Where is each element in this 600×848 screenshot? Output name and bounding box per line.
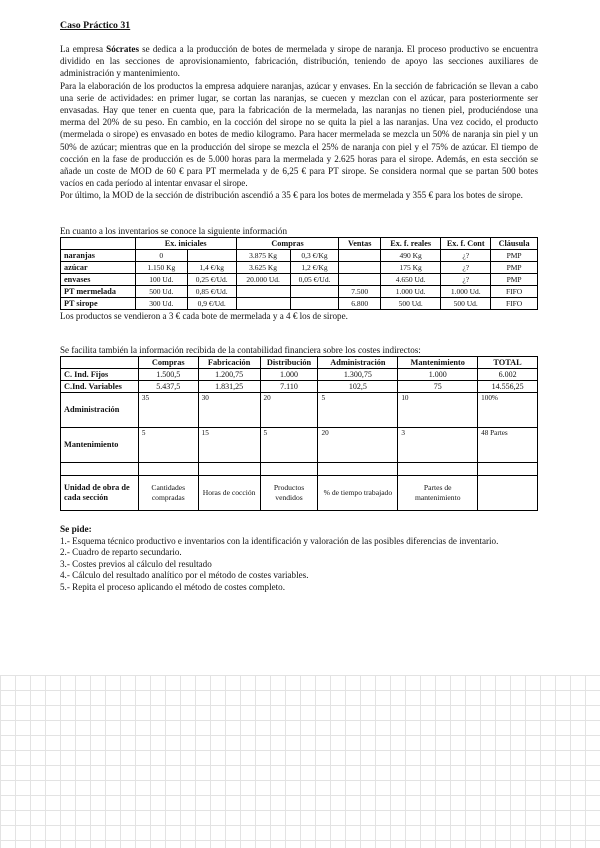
cell: 20 <box>318 427 398 462</box>
cell: 175 Kg <box>381 261 441 273</box>
table-row <box>61 273 538 285</box>
header-cell <box>61 237 136 249</box>
list-item: 5.- Repita el proceso aplicando el método de costes completo. <box>60 582 285 593</box>
se-pide-heading: Se pide: <box>60 524 92 535</box>
header-cell: Mantenimiento <box>398 356 478 368</box>
cell: 1.831,25 <box>198 380 260 392</box>
cell: 75 <box>398 380 478 392</box>
document-page <box>60 20 538 594</box>
intro-text: se dedica a la producción de botes de mermelada y sirope de naranja. El proceso productivo se encuentra dividido en las secciones de aprovisionamiento, fabricación, distribución, teniendo de apoyo las secciones auxiliares de administración y mantenimiento. <box>60 44 538 79</box>
cell: 490 Kg <box>381 249 441 261</box>
cell: 0 <box>135 249 187 261</box>
table-row <box>61 380 538 392</box>
cell: 7.110 <box>260 380 318 392</box>
cell: 5 <box>138 427 198 462</box>
row-label: C.Ind. Variables <box>61 380 139 392</box>
cell: 300 Ud. <box>135 297 187 309</box>
cell <box>339 249 381 261</box>
cell: 3.625 Kg <box>236 261 290 273</box>
cell: 6.002 <box>478 368 538 380</box>
row-label: PT mermelada <box>61 285 136 297</box>
cell: Horas de cocción <box>198 475 260 510</box>
cell: PMP <box>491 249 538 261</box>
cell: 1.150 Kg <box>135 261 187 273</box>
cell: 5 <box>318 392 398 427</box>
cell <box>339 261 381 273</box>
cell: 0,3 €/Kg <box>290 249 339 261</box>
cell: FIFO <box>491 285 538 297</box>
costs-header-row <box>61 356 538 368</box>
cell: 500 Ud. <box>441 297 491 309</box>
cell: 100% <box>478 392 538 427</box>
cell: 1,2 €/Kg <box>290 261 339 273</box>
header-cell: Ex. f. reales <box>381 237 441 249</box>
inventory-header-row <box>61 237 538 249</box>
cell <box>478 475 538 510</box>
cell: ¿? <box>441 273 491 285</box>
header-cell: Ex. f. Cont <box>441 237 491 249</box>
intro-text: La empresa <box>60 44 107 54</box>
header-cell: Ex. iniciales <box>135 237 236 249</box>
table-row <box>61 285 538 297</box>
cell: 20 <box>260 392 318 427</box>
intro-paragraph-1 <box>60 43 538 80</box>
cell: 4.650 Ud. <box>381 273 441 285</box>
cell: FIFO <box>491 297 538 309</box>
list-item: 1.- Esquema técnico productivo e inventarios con la identificación y valoración de las posibles diferencias de inventario. <box>60 535 499 546</box>
list-item: 4.- Cálculo del resultado analítico por el método de costes variables. <box>60 570 309 581</box>
cell: 0,05 €/Ud. <box>290 273 339 285</box>
costs-lead: Se facilita también la información recibida de la contabilidad financiera sobre los costes indirectos: <box>60 344 421 355</box>
row-label: Mantenimiento <box>61 427 139 462</box>
cell: 10 <box>398 392 478 427</box>
cell: 48 Partes <box>478 427 538 462</box>
cell: Cantidades compradas <box>138 475 198 510</box>
intro-paragraph-3: Por último, la MOD de la sección de distribución ascendió a 35 € para los botes de mermelada y 355 € para los botes de sirope. <box>60 190 523 201</box>
cell: 1.200,75 <box>198 368 260 380</box>
cell: PMP <box>491 261 538 273</box>
company-name: Sócrates <box>106 44 139 54</box>
cell: 3 <box>398 427 478 462</box>
row-label: Unidad de obra de cada sección <box>61 475 139 510</box>
table-row <box>61 462 538 475</box>
cell: 14.556,25 <box>478 380 538 392</box>
cell: 1.500,5 <box>138 368 198 380</box>
cell: 15 <box>198 427 260 462</box>
cell: ¿? <box>441 249 491 261</box>
cell: 1,4 €/kg <box>187 261 236 273</box>
header-cell: Administración <box>318 356 398 368</box>
cell: 1.000 Ud. <box>441 285 491 297</box>
cell: 0,9 €/Ud. <box>187 297 236 309</box>
header-cell: Compras <box>138 356 198 368</box>
cell: 1.000 Ud. <box>381 285 441 297</box>
cell <box>187 249 236 261</box>
cell: % de tiempo trabajado <box>318 475 398 510</box>
inventory-table <box>60 237 538 310</box>
cell <box>290 297 339 309</box>
header-cell: Cláusula <box>491 237 538 249</box>
cell: 0,25 €/Ud. <box>187 273 236 285</box>
cell <box>236 297 290 309</box>
cell: 35 <box>138 392 198 427</box>
list-item: 2.- Cuadro de reparto secundario. <box>60 547 182 558</box>
cell: 5 <box>260 427 318 462</box>
table-row <box>61 427 538 462</box>
header-cell: Ventas <box>339 237 381 249</box>
cell: Partes de mantenimiento <box>398 475 478 510</box>
cell: 6.800 <box>339 297 381 309</box>
cell: 100 Ud. <box>135 273 187 285</box>
cell <box>290 285 339 297</box>
cell: 30 <box>198 392 260 427</box>
cell: 500 Ud. <box>381 297 441 309</box>
cell: 1.300,75 <box>318 368 398 380</box>
cell: 102,5 <box>318 380 398 392</box>
row-label: C. Ind. Fijos <box>61 368 139 380</box>
cell: 20.000 Ud. <box>236 273 290 285</box>
header-cell: Compras <box>236 237 339 249</box>
table-row <box>61 261 538 273</box>
cell: 3.875 Kg <box>236 249 290 261</box>
indirect-costs-table <box>60 356 538 511</box>
cell: 0,85 €/Ud. <box>187 285 236 297</box>
header-cell: Distribución <box>260 356 318 368</box>
row-label: PT sirope <box>61 297 136 309</box>
row-label: azúcar <box>61 261 136 273</box>
cell: 7.500 <box>339 285 381 297</box>
header-cell: Fabricación <box>198 356 260 368</box>
table-row <box>61 297 538 309</box>
header-cell <box>61 356 139 368</box>
table-row <box>61 475 538 510</box>
cell <box>339 273 381 285</box>
cell: 1.000 <box>398 368 478 380</box>
cell <box>236 285 290 297</box>
row-label: naranjas <box>61 249 136 261</box>
cell: ¿? <box>441 261 491 273</box>
cell: 5.437,5 <box>138 380 198 392</box>
cell: Productos vendidos <box>260 475 318 510</box>
header-cell: TOTAL <box>478 356 538 368</box>
intro-paragraph-2: Para la elaboración de los productos la empresa adquiere naranjas, azúcar y envases. En la sección de fabricación se llevan a cabo una serie de actividades: en primer lugar, se cortan las naranjas, se cuecen y mezclan con el azúcar, para posteriormente ser envasadas. Hay que tener en cuenta que, para la fabricación de la mermelada, las naranjas no tienen piel, produciéndose una merma del 20% de su peso. En cambio, en la cocción del sirope no se quita la piel a las naranjas. Una vez cocido, el producto (mermelada o sirope) es envasado en botes de medio kilogramo. Para hacer mermelada se mezcla un 50% de naranja sin piel y un 50% de azúcar; mientras que en la producción del sirope se mezcla el 25% de naranja con piel y el 75% de azúcar. El tiempo de cocción en la fase de producción es de 5.000 horas para la mermelada y 2.625 horas para el sirope. Además, en esta sección se añade un coste de MOD de 60 € para PT mermelada y de 6,25 € para PT sirope. Se considera normal que se partan 500 botes vacíos en cada período al intentar envasar el sirope. <box>60 80 538 189</box>
grid-paper-background <box>0 675 600 848</box>
row-label: Administración <box>61 392 139 427</box>
sales-footnote: Los productos se vendieron a 3 € cada bote de mermelada y a 4 € los de sirope. <box>60 310 348 321</box>
case-title: Caso Práctico 31 <box>60 20 131 31</box>
row-label: envases <box>61 273 136 285</box>
table-row <box>61 368 538 380</box>
list-item: 3.- Costes previos al cálculo del resultado <box>60 558 212 569</box>
cell: PMP <box>491 273 538 285</box>
inventory-lead: En cuanto a los inventarios se conoce la siguiente información <box>60 225 288 236</box>
cell: 500 Ud. <box>135 285 187 297</box>
table-row <box>61 392 538 427</box>
cell: 1.000 <box>260 368 318 380</box>
table-row <box>61 249 538 261</box>
